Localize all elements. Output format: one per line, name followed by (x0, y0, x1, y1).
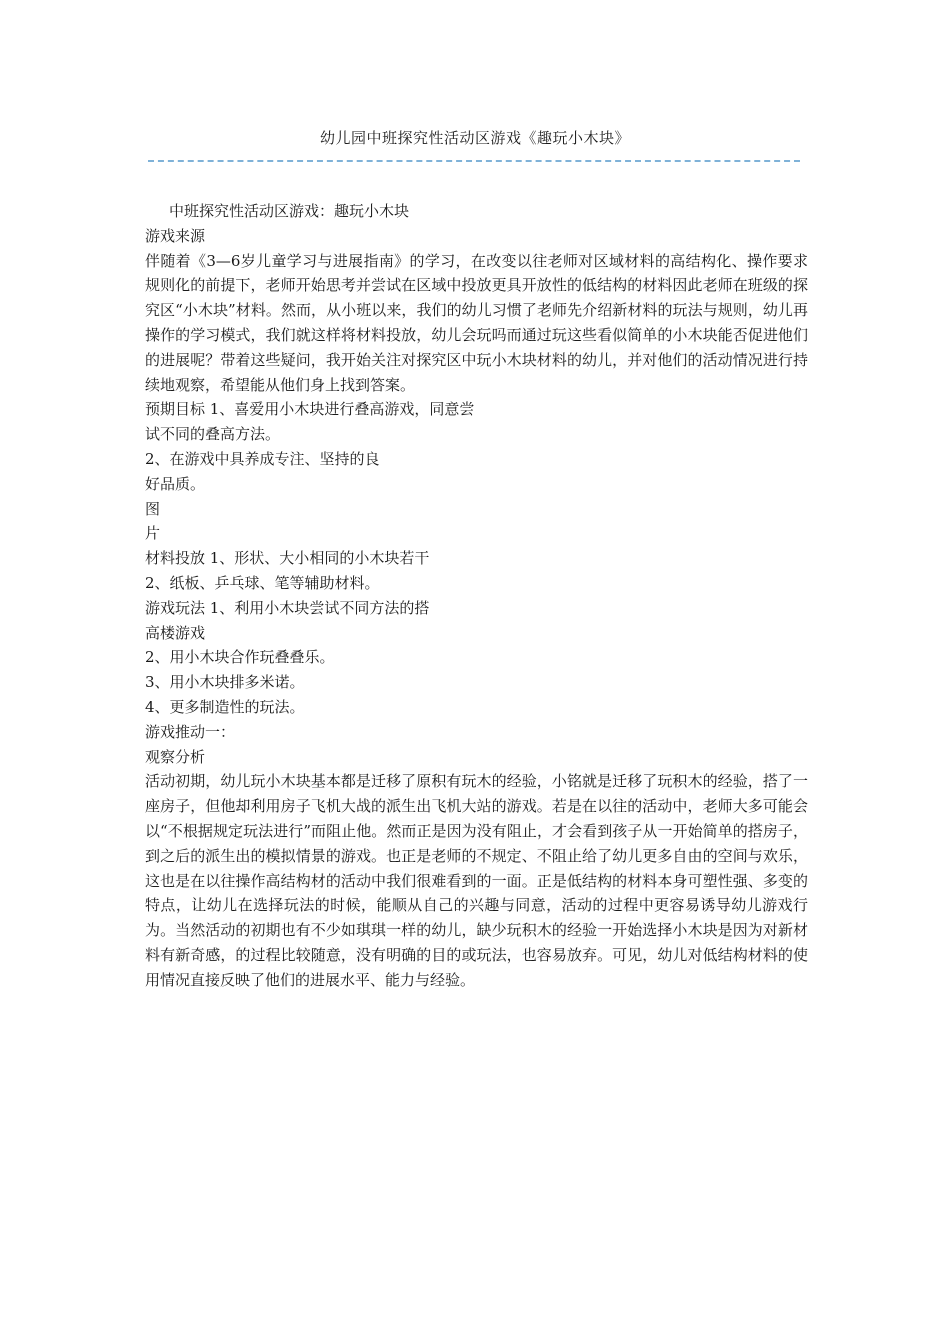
line-goal-2-cont: 好品质。 (145, 474, 206, 493)
paragraph-game-origin: 伴随着《3—6岁儿童学习与进展指南》的学习，在改变以往老师对区域材料的高结构化、操作要求规则化的前提下，老师开始思考并尝试在区域中投放更具开放性的低结构的材料因此老师在班级的探究区“小木块”材料。然而，从小班以来，我们的幼儿习惯了老师先介绍新材料的玩法与规则，幼儿再操作的学习模式，我们就这样将材料投放，幼儿会玩吗而通过玩这些看似简单的小木块能否促进他们的进展呢？带着这些疑问，我开始关注对探究区中玩小木块材料的幼儿，并对他们的活动情况进行持续地观察，希望能从他们身上找到答案。 (145, 251, 808, 394)
line-materials-1: 材料投放 1、形状、大小相同的小木块若干 (145, 549, 430, 568)
subheading-observation: 观察分析 (145, 747, 206, 766)
line-goal-2: 2、在游戏中具养成专注、坚持的良 (145, 449, 380, 468)
line-play-1-cont: 高楼游戏 (145, 623, 206, 642)
subheading-game-push: 游戏推动一： (145, 722, 236, 741)
title-divider (148, 160, 800, 162)
paragraph-observation: 活动初期，幼儿玩小木块基本都是迁移了原积有玩木的经验，小铭就是迁移了玩积木的经验，搭了一座房子，但他却利用房子飞机大战的派生出飞机大站的游戏。若是在以往的活动中，老师大多可能会以“不根据规定玩法进行”而阻止他。然而正是因为没有阻止，才会看到孩子从一开始简单的搭房子，到之后的派生出的模拟情景的游戏。也正是老师的不规定、不阻止给了幼儿更多自由的空间与欢乐，这也是在以往操作高结构材的活动中我们很难看到的一面。正是低结构的材料本身可塑性强、多变的特点，让幼儿在选择玩法的时候，能顺从自己的兴趣与同意，活动的过程中更容易诱导幼儿游戏行为。当然活动的初期也有不少如琪琪一样的幼儿，缺少玩积木的经验一开始选择小木块是因为对新材料有新奇感，的过程比较随意，没有明确的目的或玩法，也容易放弃。可见，幼儿对低结构材料的使用情况直接反映了他们的进展水平、能力与经验。 (145, 772, 808, 989)
line-materials-2: 2、纸板、乒乓球、笔等辅助材料。 (145, 573, 380, 592)
line-play-2: 2、用小木块合作玩叠叠乐。 (145, 648, 335, 667)
line-play-4: 4、更多制造性的玩法。 (145, 697, 305, 716)
line-play-1: 游戏玩法 1、利用小木块尝试不同方法的搭 (145, 598, 430, 617)
document-title: 幼儿园中班探究性活动区游戏《趣玩小木块》 (319, 129, 630, 147)
document-body (145, 199, 808, 993)
section-heading: 中班探究性活动区游戏：趣玩小木块 (169, 202, 410, 220)
line-play-3: 3、用小木块排多米诺。 (145, 673, 305, 692)
line-goal-1: 预期目标 1、喜爱用小木块进行叠高游戏，同意尝 (145, 400, 475, 419)
line-goal-1-cont: 试不同的叠高方法。 (145, 425, 281, 444)
line-picture-1: 图 (145, 499, 161, 518)
subheading-game-origin: 游戏来源 (145, 226, 206, 245)
line-picture-2: 片 (145, 524, 161, 543)
